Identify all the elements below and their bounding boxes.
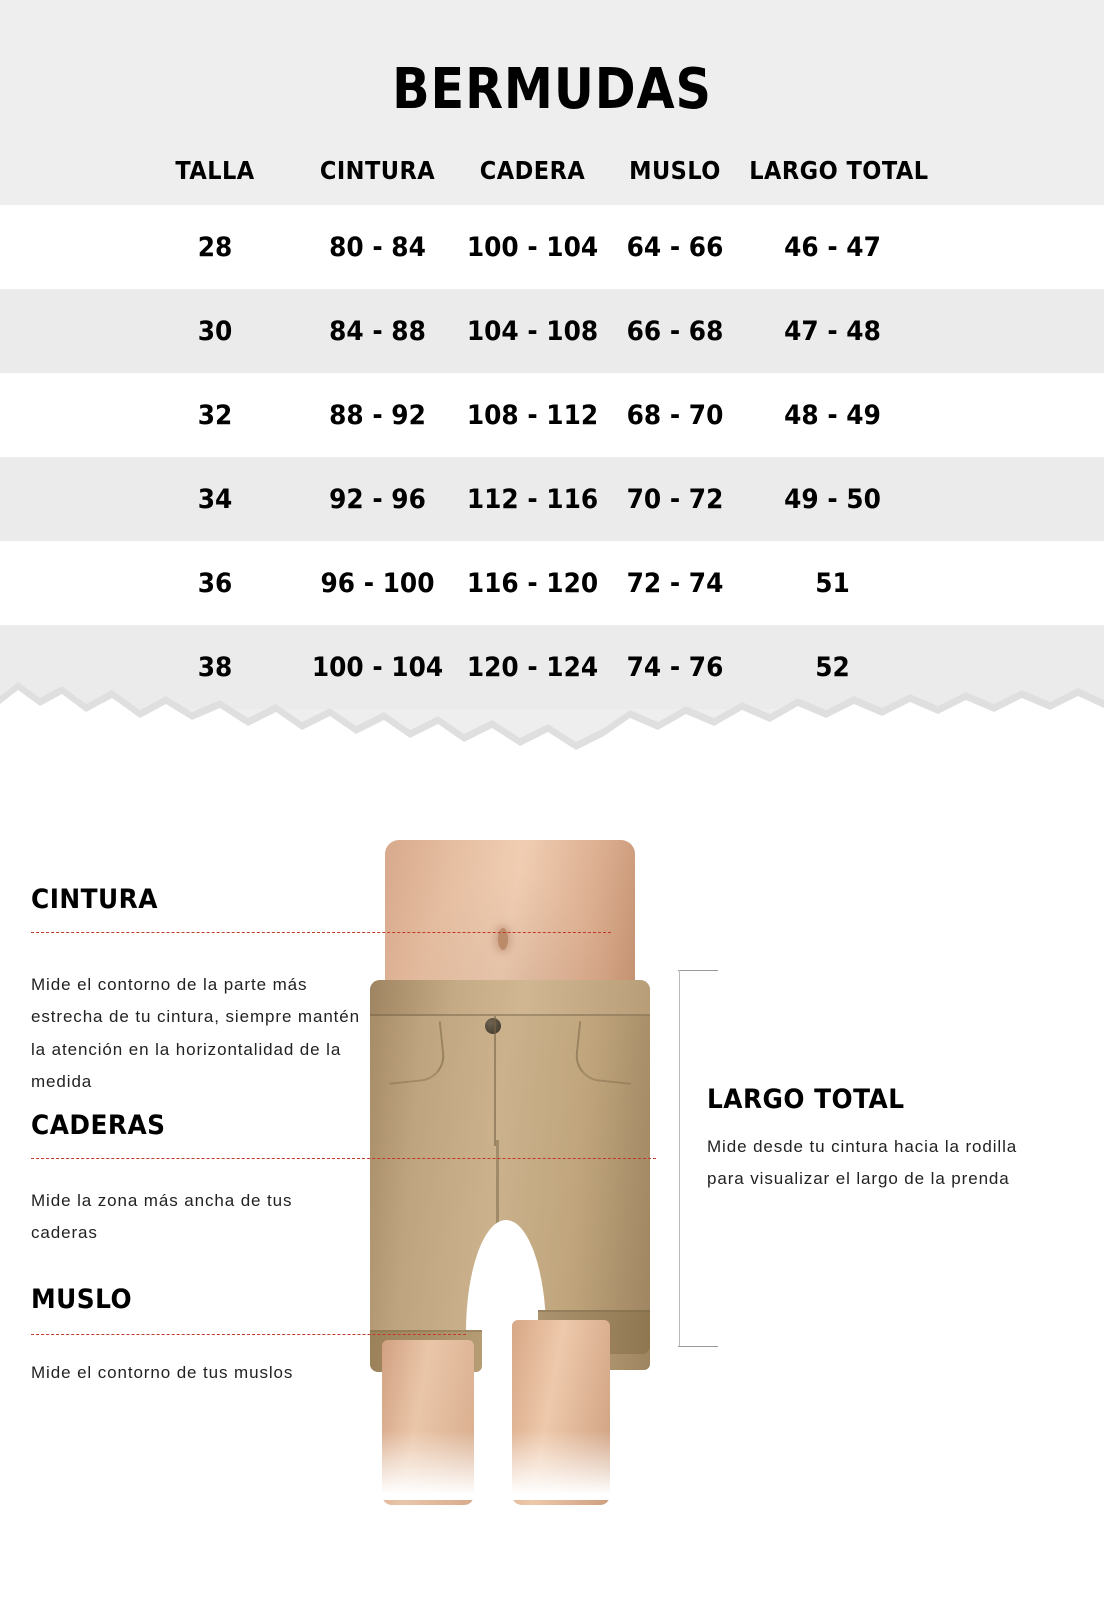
- cell-cadera: 100 - 104: [466, 231, 599, 263]
- cell-largo: 47 - 48: [784, 315, 881, 347]
- cell-cintura: 88 - 92: [329, 399, 426, 431]
- row-spacer-right: [932, 625, 1097, 709]
- guide-body-cintura: Mide el contorno de la parte más estrecha de tu cintura, siempre mantén la atención en la horizontalidad de la medida: [31, 975, 361, 1091]
- measurement-guide-section: [0, 812, 1104, 1600]
- page-title: BERMUDAS: [392, 57, 712, 122]
- cell-muslo: 74 - 76: [626, 651, 724, 683]
- row-spacer-right: [932, 457, 1097, 541]
- guide-line-largo-top: [678, 970, 718, 971]
- guide-body-largo-total: Mide desde tu cintura hacia la rodilla para visualizar el largo de la prenda: [707, 1137, 1018, 1189]
- cell-muslo: 72 - 74: [626, 567, 724, 599]
- table-row: [0, 541, 1104, 625]
- size-table: [0, 148, 1104, 709]
- table-header-cadera: CADERA: [479, 156, 586, 185]
- table-header-muslo: MUSLO: [629, 156, 721, 185]
- cell-muslo: 66 - 68: [626, 315, 724, 347]
- guide-heading-muslo: MUSLO: [31, 1284, 133, 1315]
- row-spacer-right: [932, 205, 1097, 289]
- cell-largo: 51: [815, 567, 850, 599]
- guide-body-caderas: Mide la zona más ancha de tus caderas: [31, 1191, 293, 1243]
- pocket-left: [383, 1021, 447, 1085]
- photo-bottom-fade: [330, 1430, 690, 1500]
- cell-talla: 34: [197, 483, 233, 515]
- cell-cadera: 120 - 124: [466, 651, 599, 683]
- cell-cintura: 100 - 104: [311, 651, 444, 683]
- guide-block-muslo: [31, 1284, 361, 1389]
- table-row: [0, 205, 1104, 289]
- cell-talla: 28: [197, 231, 233, 263]
- guide-line-largo-bottom: [678, 1346, 718, 1347]
- cell-largo: 46 - 47: [784, 231, 881, 263]
- model-shorts-photo: [330, 840, 690, 1500]
- cell-largo: 48 - 49: [784, 399, 881, 431]
- table-row: [0, 289, 1104, 373]
- size-table-body: [0, 205, 1104, 709]
- cell-muslo: 68 - 70: [626, 399, 724, 431]
- cell-cadera: 116 - 120: [466, 567, 599, 599]
- pocket-right: [573, 1021, 637, 1085]
- table-header-largo: LARGO TOTAL: [749, 156, 929, 185]
- fly-seam: [494, 1016, 496, 1146]
- cell-largo: 49 - 50: [784, 483, 881, 515]
- cell-muslo: 64 - 66: [626, 231, 724, 263]
- cell-cadera: 112 - 116: [466, 483, 599, 515]
- size-chart-section: [0, 0, 1104, 760]
- button-icon: [485, 1018, 501, 1034]
- row-spacer-right: [932, 289, 1097, 373]
- shorts-garment: [370, 980, 650, 1370]
- cell-talla: 36: [197, 567, 233, 599]
- table-row: [0, 457, 1104, 541]
- row-spacer: [5, 289, 125, 373]
- row-spacer-right: [932, 373, 1097, 457]
- row-spacer: [5, 457, 125, 541]
- guide-block-caderas: [31, 1110, 361, 1250]
- guide-block-largo-total: [707, 1084, 1037, 1196]
- table-header-talla: TALLA: [175, 156, 255, 185]
- row-spacer-right: [932, 541, 1097, 625]
- cell-muslo: 70 - 72: [626, 483, 724, 515]
- cell-cintura: 96 - 100: [320, 567, 435, 599]
- cell-cintura: 92 - 96: [329, 483, 426, 515]
- cell-talla: 30: [197, 315, 233, 347]
- cell-largo: 52: [815, 651, 850, 683]
- table-row: [0, 373, 1104, 457]
- cell-cadera: 104 - 108: [466, 315, 599, 347]
- cell-talla: 32: [197, 399, 233, 431]
- cell-talla: 38: [197, 651, 233, 683]
- guide-heading-caderas: CADERAS: [31, 1110, 166, 1141]
- guide-line-largo-vertical: [679, 970, 680, 1346]
- cell-cintura: 84 - 88: [329, 315, 426, 347]
- table-header-spacer-right: [934, 148, 1095, 205]
- cell-cadera: 108 - 112: [466, 399, 599, 431]
- table-header-cintura: CINTURA: [319, 156, 436, 185]
- size-table-header: [0, 148, 1104, 205]
- cell-cintura: 80 - 84: [329, 231, 426, 263]
- row-spacer: [5, 373, 125, 457]
- guide-heading-largo-total: LARGO TOTAL: [707, 1084, 905, 1115]
- guide-body-muslo: Mide el contorno de tus muslos: [31, 1363, 294, 1382]
- guide-heading-cintura: CINTURA: [31, 884, 158, 915]
- row-spacer: [5, 625, 125, 709]
- table-header-spacer: [7, 148, 124, 205]
- table-row: [0, 625, 1104, 709]
- waistband: [370, 980, 650, 1016]
- row-spacer: [5, 205, 125, 289]
- guide-block-cintura: [31, 884, 361, 1098]
- row-spacer: [5, 541, 125, 625]
- table-header-row: [0, 148, 1104, 205]
